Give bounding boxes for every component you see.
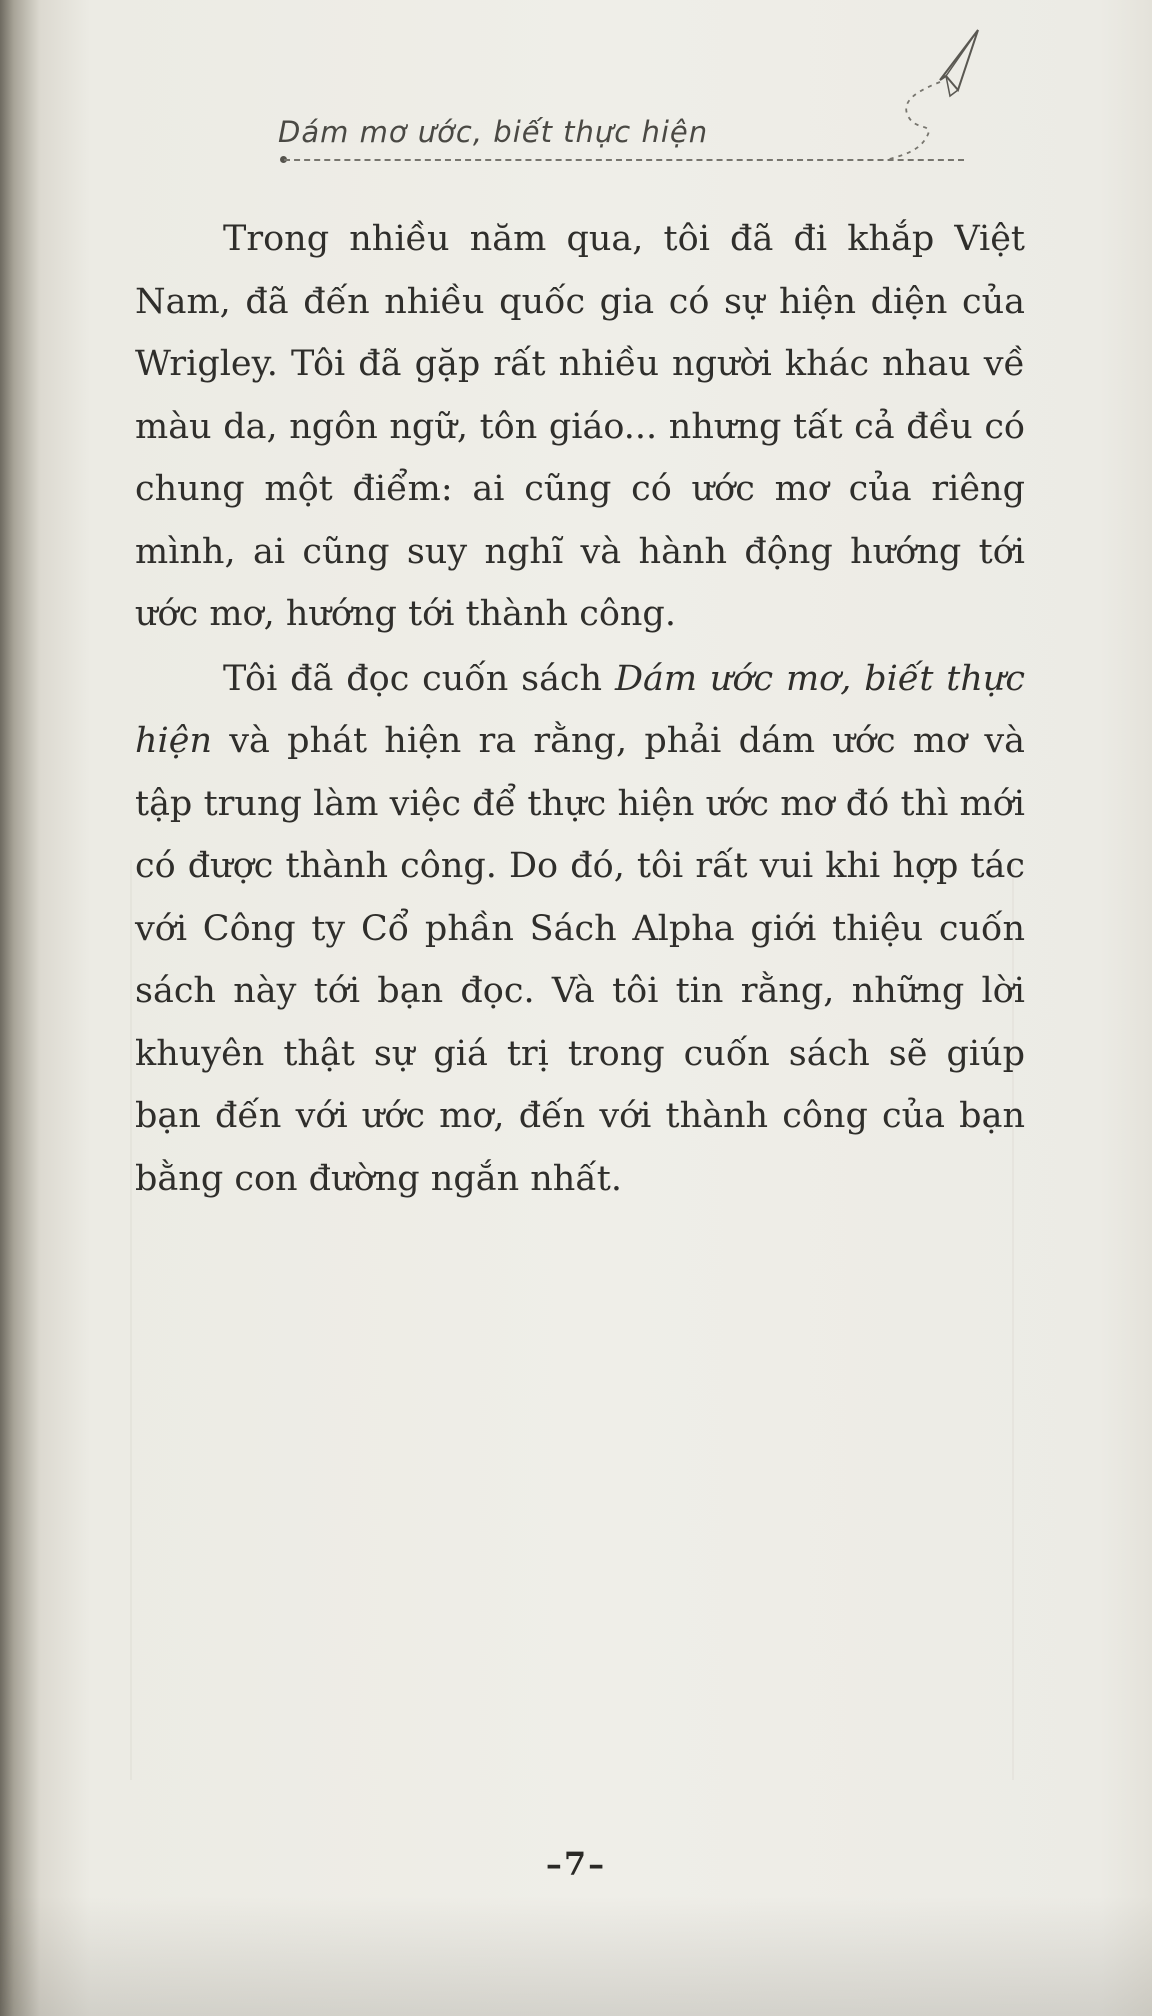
paragraph-2 [135, 648, 1025, 1211]
body-text [135, 208, 1025, 1210]
paper-plane-icon [880, 20, 1000, 170]
paragraph-2-rest: và phát hiện ra rằng, phải dám ước mơ và tập trung làm việc để thực hiện ước mơ đó thì mới có được thành công. Do đó, tôi rất vui khi hợp tác với Công ty Cổ phần Sách Alpha giới thiệu cuốn sách này tới bạn đọc. Và tôi tin rằng, những lời khuyên thật sự giá trị trong cuốn sách sẽ giúp bạn đến với ước mơ, đến với thành công của bạn bằng con đường ngắn nhất. [135, 721, 1025, 1199]
header-dashed-rule [284, 159, 964, 161]
paragraph-1: Trong nhiều năm qua, tôi đã đi khắp Việt Nam, đã đến nhiều quốc gia có sự hiện diện của Wrigley. Tôi đã gặp rất nhiều người khác nhau về màu da, ngôn ngữ, tôn giáo... nhưng tất cả đều có chung một điểm: ai cũng có ước mơ của riêng mình, ai cũng suy nghĩ và hành động hướng tới ước mơ, hướng tới thành công. [135, 219, 1025, 634]
page-bottom-shade [0, 1896, 1152, 2016]
page-number: –7– [545, 1845, 607, 1883]
paragraph-2-lead: Tôi đã đọc cuốn sách [223, 658, 615, 699]
running-header: Dám mơ ước, biết thực hiện [278, 115, 709, 149]
book-title: Dám ước mơ, biết thực hiện [135, 658, 1025, 761]
